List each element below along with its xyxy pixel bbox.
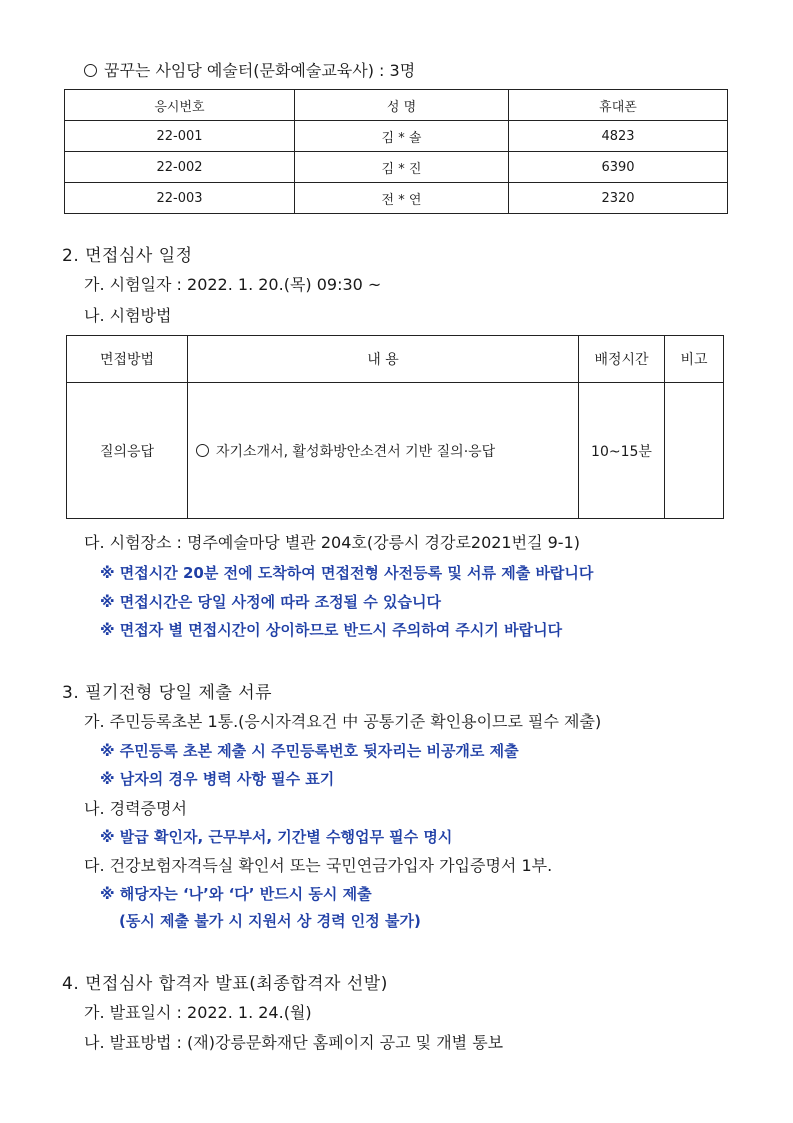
sec3-note: ※ 발급 확인자, 근무부서, 기간별 수행업무 필수 명시 <box>100 828 453 846</box>
col-header-method: 면접방법 <box>67 336 188 383</box>
table-header-row <box>67 336 724 383</box>
sec2-note: ※ 면접자 별 면접시간이 상이하므로 반드시 주의하여 주시기 바랍니다 <box>100 621 563 639</box>
col-header-content: 내 용 <box>188 336 579 383</box>
sec2-item-na: 나. 시험방법 <box>84 306 172 325</box>
cell-name: 김 * 진 <box>295 152 509 183</box>
sec3-note: ※ 해당자는 ‘나’와 ‘다’ 반드시 동시 제출 <box>100 885 372 903</box>
table-row <box>65 121 728 152</box>
cell-phone: 2320 <box>509 183 728 214</box>
circle-bullet-icon <box>84 64 97 77</box>
cell-remark <box>665 383 724 519</box>
col-header-time: 배정시간 <box>579 336 665 383</box>
sec3-item-na: 나. 경력증명서 <box>84 799 187 818</box>
cell-name: 김 * 솔 <box>295 121 509 152</box>
section-3-title: 3. 필기전형 당일 제출 서류 <box>62 683 273 703</box>
cell-time: 10~15분 <box>579 383 665 519</box>
sec4-item-na: 나. 발표방법 : (재)강릉문화재단 홈페이지 공고 및 개별 통보 <box>84 1033 504 1052</box>
sec3-note: ※ 남자의 경우 병력 사항 필수 표기 <box>100 770 335 788</box>
circle-bullet-icon <box>196 444 209 457</box>
cell-id: 22-001 <box>65 121 295 152</box>
cell-method: 질의응답 <box>67 383 188 519</box>
applicant-table <box>64 89 728 214</box>
col-header-name: 성 명 <box>295 90 509 121</box>
col-header-id: 응시번호 <box>65 90 295 121</box>
sec2-note: ※ 면접시간 20분 전에 도착하여 면접전형 사전등록 및 서류 제출 바랍니다 <box>100 564 594 582</box>
sec3-item-da: 다. 건강보험자격득실 확인서 또는 국민연금가입자 가입증명서 1부. <box>84 856 553 875</box>
table-row <box>67 383 724 519</box>
section-2-title: 2. 면접심사 일정 <box>62 246 193 266</box>
table-row <box>65 152 728 183</box>
sec2-item-da: 다. 시험장소 : 명주예술마당 별관 204호(강릉시 경강로2021번길 9-1) <box>84 533 580 552</box>
sec3-note: (동시 제출 불가 시 지원서 상 경력 인정 불가) <box>119 912 421 930</box>
sec4-item-ga: 가. 발표일시 : 2022. 1. 24.(월) <box>84 1003 312 1022</box>
sec3-item-ga: 가. 주민등록초본 1통.(응시자격요건 中 공통기준 확인용이므로 필수 제출) <box>84 712 602 731</box>
cell-phone: 6390 <box>509 152 728 183</box>
cell-phone: 4823 <box>509 121 728 152</box>
cell-content: 자기소개서, 활성화방안소견서 기반 질의·응답 <box>188 383 579 519</box>
section-4-title: 4. 면접심사 합격자 발표(최종합격자 선발) <box>62 974 388 994</box>
col-header-remark: 비고 <box>665 336 724 383</box>
interview-method-table <box>66 335 724 519</box>
sec2-item-ga: 가. 시험일자 : 2022. 1. 20.(목) 09:30 ~ <box>84 275 382 294</box>
cell-id: 22-002 <box>65 152 295 183</box>
table-row <box>65 183 728 214</box>
sec2-note: ※ 면접시간은 당일 사정에 따라 조정될 수 있습니다 <box>100 593 441 611</box>
group-heading: 꿈꾸는 사임당 예술터(문화예술교육사) : 3명 <box>84 58 415 81</box>
cell-name: 전 * 연 <box>295 183 509 214</box>
cell-id: 22-003 <box>65 183 295 214</box>
table-header-row <box>65 90 728 121</box>
col-header-phone: 휴대폰 <box>509 90 728 121</box>
sec3-note: ※ 주민등록 초본 제출 시 주민등록번호 뒷자리는 비공개로 제출 <box>100 742 519 760</box>
